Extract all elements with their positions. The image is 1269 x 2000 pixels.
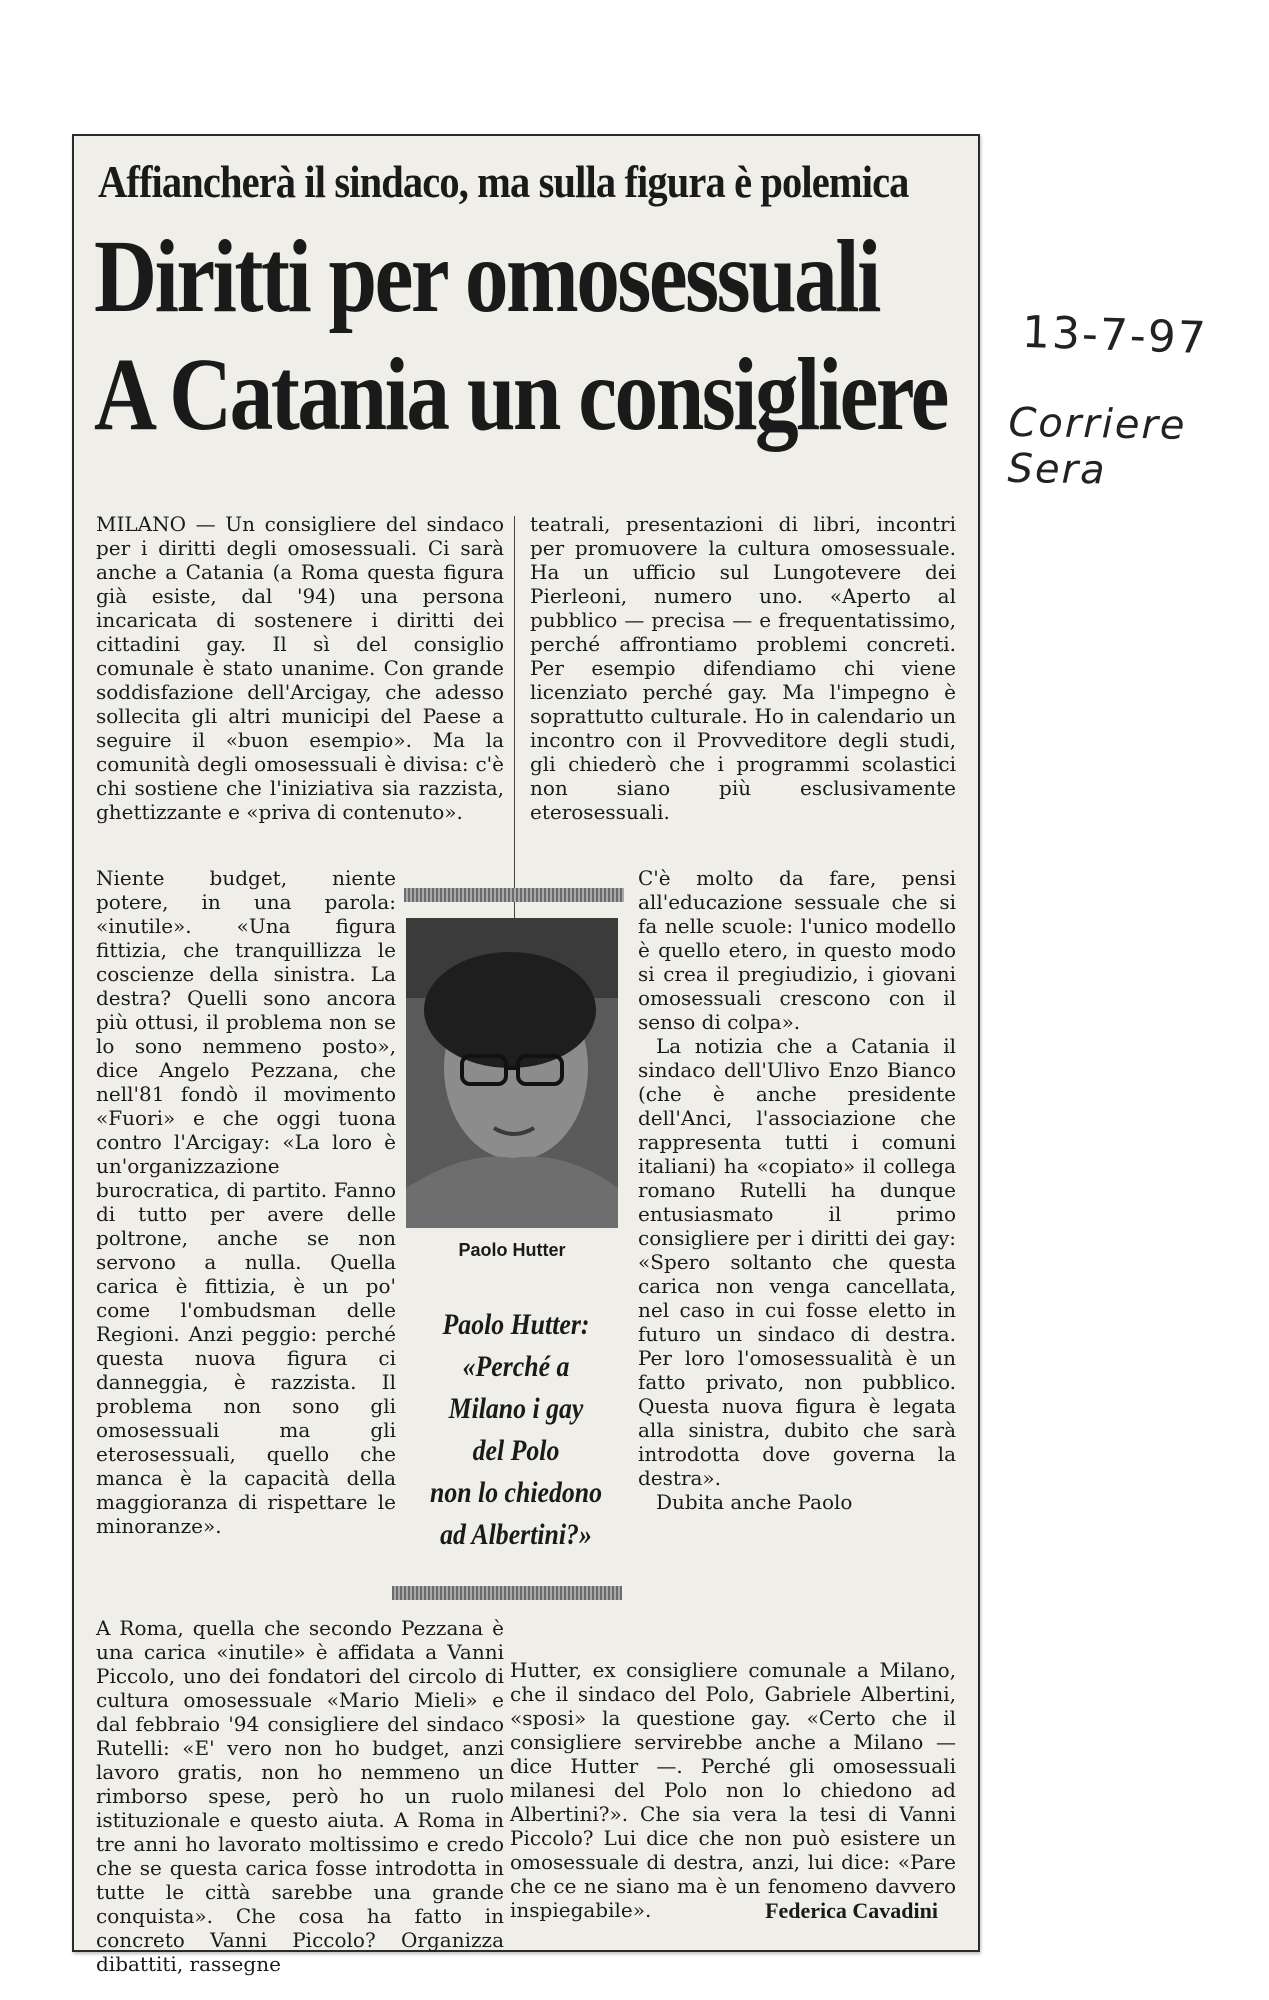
pull-quote-line: «Perché a — [462, 1350, 570, 1383]
pull-quote-line: Paolo Hutter: — [442, 1308, 590, 1341]
article-column-right-bottom — [510, 1658, 956, 1922]
headline-line-1: Diritti per omosessuali — [94, 219, 879, 334]
article-paragraph: teatrali, presentazioni di libri, incontri per promuovere la cultura omosessuale. Ha un ufficio sul Lungotevere dei Pierleoni, numero uno. «Aperto al pubblico — precisa — e frequentatissimo, perché affrontiamo problemi concreti. Per esempio difendiamo chi viene licenziato perché gay. Ma l'impegno è soprattutto culturale. Ho in calendario un incontro con il Provveditore degli studi, gli chiederò che i programmi scolastici non siano più esclusivamente eterosessuali. — [530, 512, 956, 824]
handwritten-source: Corriere Sera — [1007, 399, 1187, 494]
article-paragraph: A Roma, quella che secondo Pezzana è una carica «inutile» è affidata a Vanni Piccolo, uno dei fondatori del circolo di cultura omosessuale «Mario Mieli» e dal febbraio '94 consigliere del sindaco Rutelli: «E' vero non ho budget, anzi lavoro gratis, non ho nemmeno un rimborso spese, però ho un ruolo istituzionale e questo aiuta. A Roma in tre anni ho lavorato moltissimo e credo che se questa carica fosse introdotta in tutte le città sarebbe una grande conquista». Che cosa ha fatto in concreto Vanni Piccolo? Organizza dibattiti, rassegne — [96, 1616, 504, 1976]
article-paragraph: La notizia che a Catania il sindaco dell'Ulivo Enzo Bianco (che è anche presidente dell'Anci, l'associazione che rappresenta tutti i comuni italiani) ha «copiato» il collega romano Rutelli ha dunque entusiasmato il primo consigliere per i diritti dei gay: «Spero soltanto che questa carica non venga cancellata, nel caso in cui fosse eletto in futuro un sindaco di destra. Per loro l'omosessualità è un fatto privato, non pubblico. Questa nuova figura è legata alla sinistra, dubito che sarà introdotta dove governa la destra». — [638, 1034, 956, 1490]
article-paragraph: MILANO — Un consigliere del sindaco per i diritti degli omosessuali. Ci sarà anche a Catania (a Roma questa figura già esiste, dal '94) una persona incaricata di sostenere i diritti dei cittadini gay. Il sì del consiglio comunale è stato unanime. Con grande soddisfazione dell'Arcigay, che adesso sollecita gli altri municipi del Paese a seguire il «buon esempio». Ma la comunità degli omosessuali è divisa: c'è chi sostiene che l'iniziativa sia razzista, ghettizzante e «priva di contenuto». — [96, 512, 504, 824]
headline — [94, 218, 947, 454]
pull-quote-line: Milano i gay — [448, 1392, 584, 1425]
article-column-right-mid — [638, 866, 956, 1514]
article-column-left-top — [96, 512, 504, 824]
article-paragraph: Dubita anche Paolo — [656, 1490, 853, 1514]
kicker: Affiancherà il sindaco, ma sulla figura è polemica — [98, 156, 909, 207]
photo-caption: Paolo Hutter — [458, 1240, 566, 1260]
article-column-left-mid — [96, 866, 396, 1538]
headline-line-2: A Catania un consigliere — [94, 337, 947, 452]
pull-quote-line: non lo chiedono — [429, 1476, 603, 1509]
pull-quote-line: del Polo — [472, 1434, 560, 1467]
portrait-image — [406, 918, 618, 1228]
article-paragraph: Niente budget, niente potere, in una parola: «inutile». «Una figura fittizia, che tranquillizza le coscienze della sinistra. La destra? Quelli sono ancora più ottusi, il problema non se lo sono nemmeno posto», dice Angelo Pezzana, che nell'81 fondò il movimento «Fuori» e che oggi tuona contro l'Arcigay: «La loro è un'organizzazione burocratica, di partito. Fanno di tutto per avere delle poltrone, anche se non servono a nulla. Quella carica è fittizia, è un po' come l'ombudsman delle Regioni. Anzi peggio: perché questa nuova figura ci danneggia, è razzista. Il problema non sono gli omosessuali ma gli eterosessuali, quello che manca è la capacità della maggioranza di rispettare le minoranze». — [96, 866, 396, 1538]
portrait-photo — [406, 918, 618, 1228]
byline: Federica Cavadini — [765, 1898, 938, 1923]
photo-top-bar — [404, 888, 624, 902]
pull-quote-bottom-bar — [392, 1586, 622, 1600]
newspaper-clipping — [72, 134, 980, 1976]
article-paragraph: C'è molto da fare, pensi all'educazione sessuale che si fa nelle scuole: l'unico modello è quello etero, in questo modo si crea il pregiudizio, i giovani omosessuali crescono con il senso di colpa». — [638, 866, 956, 1034]
handwritten-date: 13-7-97 — [1021, 306, 1209, 365]
article-column-right-top — [530, 512, 956, 824]
pull-quote — [416, 1304, 616, 1556]
article-paragraph: Hutter, ex consigliere comunale a Milano, che il sindaco del Polo, Gabriele Albertini, «sposi» la questione gay. «Certo che il consigliere servirebbe anche a Milano — dice Hutter —. Perché gli omosessuali milanesi del Polo non lo chiedono ad Albertini?». Che sia vera la tesi di Vanni Piccolo? Lui dice che non può esistere un omosessuale di destra, anzi, lui dice: «Pare che ce ne siano ma è un fenomeno davvero inspiegabile». — [510, 1658, 956, 1922]
article-column-left-bottom — [96, 1616, 504, 1976]
pull-quote-line: ad Albertini?» — [440, 1518, 592, 1551]
